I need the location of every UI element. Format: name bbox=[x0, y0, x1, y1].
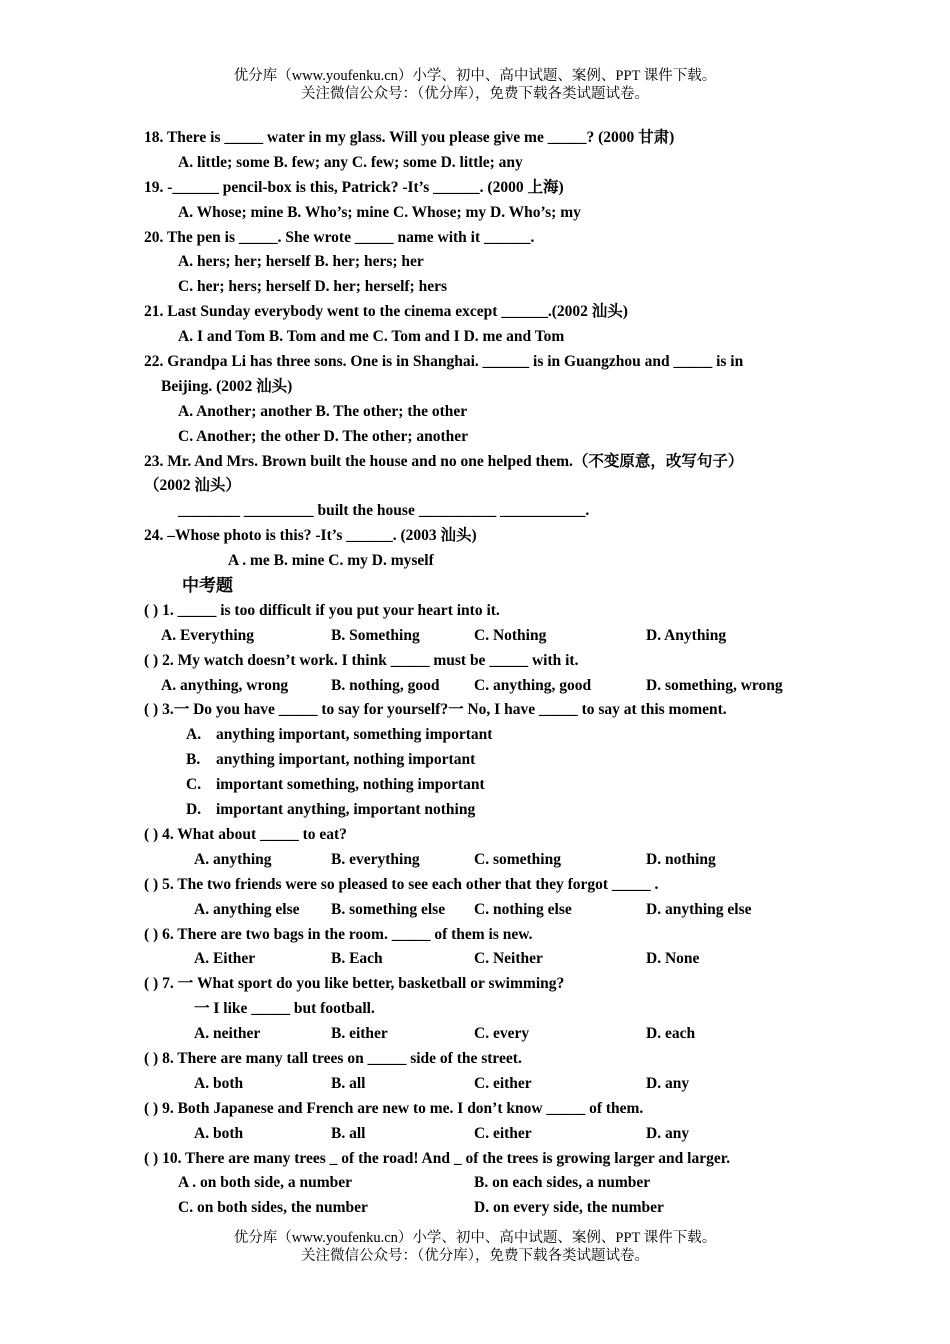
mc-question-5: ( ) 5. The two friends were so pleased to see each other that they forgot _____ . bbox=[144, 875, 659, 893]
option: B. all bbox=[331, 1124, 366, 1142]
mc-question-8: ( ) 8. There are many tall trees on _____ side of the street. bbox=[144, 1049, 522, 1067]
option: B. on each sides, a number bbox=[474, 1174, 651, 1192]
mc-question-1-options bbox=[144, 624, 824, 649]
mc-question-9-options bbox=[144, 1122, 824, 1147]
header-line-1: 优分库（www.youfenku.cn）小学、初中、高中试题、案例、PPT 课件下载。 bbox=[233, 68, 717, 84]
option-letter: B. bbox=[186, 751, 201, 769]
question-20: 20. The pen is _____. She wrote _____ name with it ______. bbox=[144, 228, 535, 246]
option: C. either bbox=[474, 1124, 532, 1142]
option: D. each bbox=[646, 1025, 696, 1043]
option-letter: A. bbox=[186, 726, 202, 744]
mc-question-7-options bbox=[144, 1022, 824, 1047]
page-header bbox=[0, 67, 950, 103]
option: C. nothing else bbox=[474, 900, 572, 918]
footer-line-2: 关注微信公众号：（优分库），免费下载各类试题试卷。 bbox=[301, 1248, 649, 1264]
option: D. anything else bbox=[646, 900, 752, 918]
option: C. every bbox=[474, 1025, 530, 1043]
mc-question-10: ( ) 10. There are many trees _ of the road! And _ of the trees is growing larger and larger. bbox=[144, 1149, 731, 1167]
question-22-options-ab: A. Another; another B. The other; the other bbox=[178, 402, 468, 420]
option: D. None bbox=[646, 950, 700, 968]
mc-question-10-options-ab bbox=[144, 1171, 824, 1196]
mc-question-3-option-c bbox=[144, 773, 824, 798]
question-23: 23. Mr. And Mrs. Brown built the house and no one helped them.（不变原意，改写句子） bbox=[144, 452, 744, 470]
option: B. either bbox=[331, 1025, 388, 1043]
exercise-content bbox=[144, 126, 824, 1221]
mc-question-10-options-cd bbox=[144, 1196, 824, 1221]
mc-question-4: ( ) 4. What about _____ to eat? bbox=[144, 825, 347, 843]
mc-question-8-options bbox=[144, 1072, 824, 1097]
option: D. Anything bbox=[646, 626, 727, 644]
option-text: anything important, something important bbox=[216, 726, 493, 744]
question-20-options-cd: C. her; hers; herself D. her; herself; hers bbox=[178, 278, 448, 296]
option: D. any bbox=[646, 1124, 690, 1142]
option-text: important something, nothing important bbox=[216, 776, 485, 794]
option: B. Something bbox=[331, 626, 420, 644]
mc-question-7-reply: 一 I like _____ but football. bbox=[194, 1000, 375, 1018]
option: A. Either bbox=[194, 950, 256, 968]
question-24: 24. –Whose photo is this? -It’s ______. (2003 汕头) bbox=[144, 527, 477, 545]
option: A. neither bbox=[194, 1025, 261, 1043]
option: A . on both side, a number bbox=[178, 1174, 352, 1192]
option: C. something bbox=[474, 850, 561, 868]
option: D. something, wrong bbox=[646, 676, 783, 694]
question-22 bbox=[144, 350, 806, 375]
option-text: important anything, important nothing bbox=[216, 801, 476, 819]
option: B. something else bbox=[331, 900, 446, 918]
option: C. anything, good bbox=[474, 676, 592, 694]
mc-question-3: ( ) 3.一 Do you have _____ to say for yourself?一 No, I have _____ to say at this moment. bbox=[144, 701, 727, 719]
option: A. anything bbox=[194, 850, 272, 868]
section-title: 中考题 bbox=[182, 576, 233, 596]
footer-line-1: 优分库（www.youfenku.cn）小学、初中、高中试题、案例、PPT 课件下载。 bbox=[233, 1230, 717, 1246]
option: A. anything, wrong bbox=[161, 676, 289, 694]
mc-question-5-options bbox=[144, 898, 824, 923]
option: D. any bbox=[646, 1074, 690, 1092]
option: C. on both sides, the number bbox=[178, 1199, 368, 1217]
option: B. all bbox=[331, 1074, 366, 1092]
question-23-blank: ________ _________ built the house __________ ___________. bbox=[178, 502, 590, 520]
question-24-options: A . me B. mine C. my D. myself bbox=[228, 552, 434, 570]
option: A. both bbox=[194, 1074, 244, 1092]
option: D. on every side, the number bbox=[474, 1199, 664, 1217]
mc-question-9: ( ) 9. Both Japanese and French are new to me. I don’t know _____ of them. bbox=[144, 1099, 644, 1117]
mc-question-7: ( ) 7. 一 What sport do you like better, basketball or swimming? bbox=[144, 975, 565, 993]
mc-question-6-options bbox=[144, 947, 824, 972]
option-text: anything important, nothing important bbox=[216, 751, 476, 769]
option: A. both bbox=[194, 1124, 244, 1142]
mc-question-6: ( ) 6. There are two bags in the room. _____ of them is new. bbox=[144, 925, 533, 943]
mc-question-1: ( ) 1. _____ is too difficult if you put your heart into it. bbox=[144, 601, 500, 619]
mc-question-3-option-a bbox=[144, 723, 824, 748]
option-letter: D. bbox=[186, 801, 202, 819]
option: C. Nothing bbox=[474, 626, 547, 644]
question-22-cont: Beijing. (2002 汕头) bbox=[161, 377, 293, 395]
question-22-options-cd: C. Another; the other D. The other; another bbox=[178, 427, 469, 445]
option-letter: C. bbox=[186, 776, 202, 794]
mc-question-4-options bbox=[144, 848, 824, 873]
option: A. anything else bbox=[194, 900, 300, 918]
option: C. Neither bbox=[474, 950, 543, 968]
question-21: 21. Last Sunday everybody went to the cinema except ______.(2002 汕头) bbox=[144, 303, 628, 321]
option: B. Each bbox=[331, 950, 383, 968]
question-19: 19. -______ pencil-box is this, Patrick? -It’s ______. (2000 上海) bbox=[144, 178, 564, 196]
question-18-options: A. little; some B. few; any C. few; some D. little; any bbox=[178, 153, 523, 171]
option: A. Everything bbox=[161, 626, 254, 644]
question-19-options: A. Whose; mine B. Who’s; mine C. Whose; my D. Who’s; my bbox=[178, 203, 581, 221]
question-23-source: （2002 汕头） bbox=[144, 477, 241, 495]
question-20-options-ab: A. hers; her; herself B. her; hers; her bbox=[178, 253, 424, 271]
mc-question-3-option-b bbox=[144, 748, 824, 773]
question-21-options: A. I and Tom B. Tom and me C. Tom and I D. me and Tom bbox=[178, 328, 565, 346]
header-line-2: 关注微信公众号：（优分库），免费下载各类试题试卷。 bbox=[301, 86, 649, 102]
mc-question-3-option-d bbox=[144, 798, 824, 823]
mc-question-2: ( ) 2. My watch doesn’t work. I think _____ must be _____ with it. bbox=[144, 651, 579, 669]
mc-question-2-options bbox=[144, 674, 824, 699]
option: C. either bbox=[474, 1074, 532, 1092]
page-footer bbox=[0, 1229, 950, 1265]
question-18: 18. There is _____ water in my glass. Will you please give me _____? (2000 甘肃) bbox=[144, 129, 675, 146]
option: B. everything bbox=[331, 850, 420, 868]
option: D. nothing bbox=[646, 850, 716, 868]
option: B. nothing, good bbox=[331, 676, 440, 694]
question-22-text: 22. Grandpa Li has three sons. One is in Shanghai. ______ is in Guangzhou and _____ is in bbox=[144, 353, 744, 371]
